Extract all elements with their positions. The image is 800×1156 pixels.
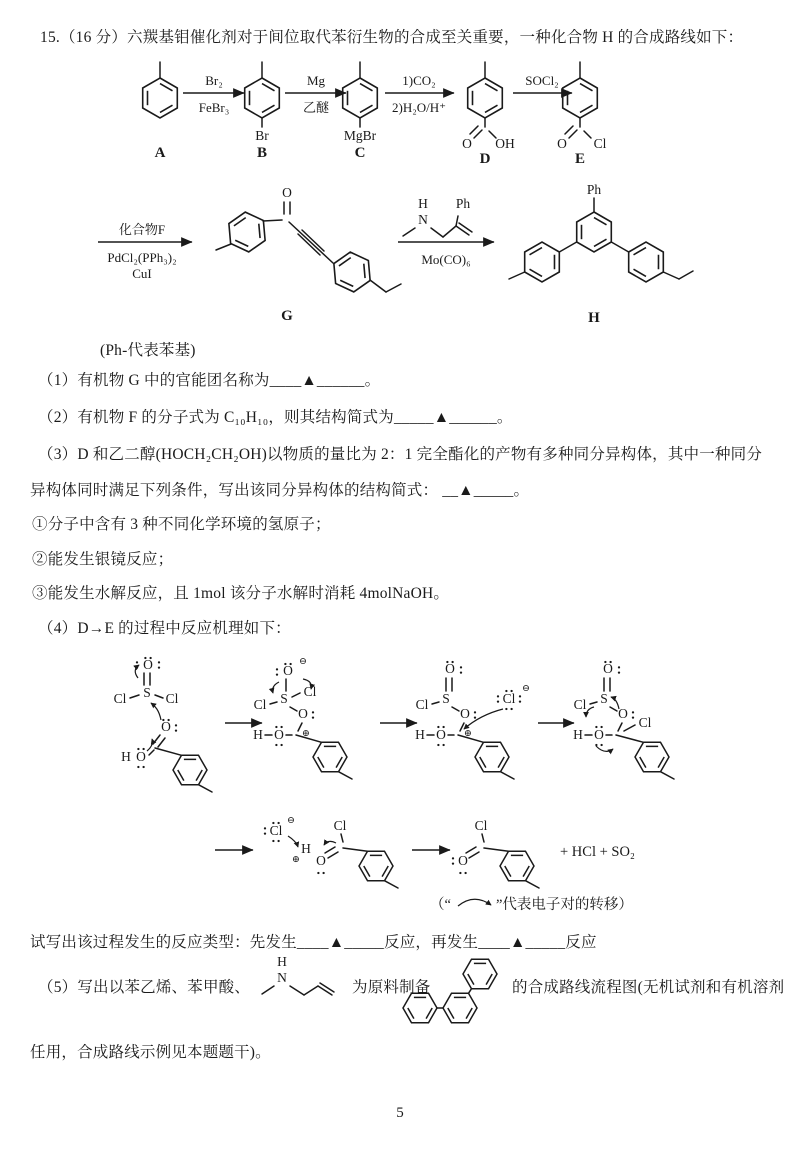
question-5-part2: 为原料制备 xyxy=(352,979,431,996)
ph-note: (Ph-代表苯基) xyxy=(100,342,196,359)
electron-arrow xyxy=(596,746,613,751)
compound-e-label: E xyxy=(574,151,586,167)
question-5-part3: 的合成路线流程图(无机试剂和有机溶剂 xyxy=(512,979,785,996)
reagent-febr3: FeBr₃ xyxy=(198,100,230,115)
compound-e-structure xyxy=(557,62,606,167)
br-atom: Br xyxy=(255,128,269,143)
plus-charge: ⊕ xyxy=(464,729,472,739)
legend-open: （“ xyxy=(430,897,451,913)
reagent-ether: 乙醚 xyxy=(302,100,330,115)
m-terphenyl-structure xyxy=(398,948,510,1032)
byproducts-text: + HCl + SO₂ xyxy=(560,844,635,860)
reagent-br2: Br₂ xyxy=(205,73,223,88)
reagent-pdcl2: PdCl₂(PPh₃)₂ xyxy=(107,250,177,265)
mgbr-group: MgBr xyxy=(343,128,377,143)
chloride-ion: Cl xyxy=(269,823,283,838)
compound-b-structure xyxy=(245,62,280,161)
minus-charge: ⊖ xyxy=(522,684,530,694)
minus-charge: ⊖ xyxy=(287,816,295,826)
o-atom: O xyxy=(282,185,292,200)
electron-arrow xyxy=(135,665,139,678)
question-4: （4）D→E 的过程中反应机理如下： xyxy=(38,620,291,637)
electron-arrow xyxy=(273,682,279,693)
electron-arrow xyxy=(151,703,161,720)
reagent-moco6: Mo(CO)₆ xyxy=(421,252,471,267)
compound-d-label: D xyxy=(479,151,491,167)
o-atom: O xyxy=(283,663,293,678)
cl-atom: Cl xyxy=(415,697,429,712)
reagent-mg: Mg xyxy=(306,73,326,88)
h-atom: H xyxy=(277,954,287,969)
mechanism-product xyxy=(452,818,635,888)
n-atom: N xyxy=(277,970,287,985)
mechanism-step-5 xyxy=(264,816,398,888)
question-stem: 15.（16 分）六羰基钼催化剂对于间位取代苯衍生物的合成至关重要，一种化合物 H 的合成路线如下： xyxy=(40,29,744,46)
ph-group: Ph xyxy=(455,196,471,211)
allylamine-structure xyxy=(252,948,352,1006)
cl-atom: Cl xyxy=(113,691,127,706)
question-5-line2: 任用，合成路线示例见本题题干)。 xyxy=(30,1044,271,1061)
page-number: 5 xyxy=(396,1105,404,1121)
compound-h-label: H xyxy=(588,310,600,326)
compound-b-label: B xyxy=(256,145,268,161)
compound-a-structure xyxy=(143,62,178,161)
electron-arrow-legend xyxy=(430,895,633,913)
o-atom: O xyxy=(603,661,613,676)
reagent-compound-f: 化合物F xyxy=(118,222,166,237)
s-atom: S xyxy=(442,691,450,706)
cl-atom: Cl xyxy=(165,691,179,706)
reagent-h2o: 2)H₂O/H⁺ xyxy=(392,100,446,115)
electron-arrow xyxy=(324,841,336,845)
o-atom: O xyxy=(136,749,146,764)
question-3-line2: 异构体同时满足下列条件，写出该同分异构体的结构简式： __▲_____。 xyxy=(30,482,530,499)
question-1: （1）有机物 G 中的官能团名称为____▲______。 xyxy=(38,372,381,389)
reagent-socl2: SOCl₂ xyxy=(525,73,559,88)
mechanism-step-2 xyxy=(253,657,352,779)
s-atom: S xyxy=(600,691,608,706)
s-atom: S xyxy=(280,691,288,706)
mechanism-step-3 xyxy=(415,661,530,779)
cl-atom: Cl xyxy=(638,715,652,730)
curved-arrow-icon xyxy=(458,899,491,906)
mechanism-step-4 xyxy=(573,661,674,779)
compound-a-label: A xyxy=(154,145,166,161)
ph-group: Ph xyxy=(586,182,602,197)
cl-atom: Cl xyxy=(474,818,488,833)
question-5-part1: （5）写出以苯乙烯、苯甲酸、 xyxy=(38,979,251,996)
plus-charge: ⊕ xyxy=(302,729,310,739)
cl-atom: Cl xyxy=(303,684,317,699)
condition-1: ①分子中含有 3 种不同化学环境的氢原子； xyxy=(32,516,331,533)
n-atom: N xyxy=(418,212,428,227)
o-atom: O xyxy=(594,727,604,742)
s-atom: S xyxy=(143,685,151,700)
condition-3: ③能发生水解反应，且 1mol 该分子水解时消耗 4molNaOH。 xyxy=(32,585,450,602)
compound-h-structure xyxy=(509,182,693,326)
cl-atom: Cl xyxy=(593,136,607,151)
electron-arrow xyxy=(147,739,152,751)
o-atom: O xyxy=(618,706,628,721)
h-atom: H xyxy=(418,196,428,211)
question-4-reaction-types: 试写出该过程发生的反应类型：先发生____▲_____反应，再发生____▲_____反应 xyxy=(30,934,597,951)
compound-c-structure xyxy=(343,62,378,161)
h-atom: H xyxy=(573,727,583,742)
h-atom: H xyxy=(301,841,311,856)
compound-d-structure xyxy=(462,62,515,167)
o-atom: O xyxy=(161,719,171,734)
reagent-co2: 1)CO₂ xyxy=(402,73,436,88)
chloride-ion: Cl xyxy=(502,691,516,706)
reagent-cui: CuI xyxy=(132,266,152,281)
o-atom: O xyxy=(462,136,472,151)
compound-g-structure xyxy=(216,185,401,324)
electron-arrow xyxy=(288,836,298,847)
h-atom: H xyxy=(415,727,425,742)
oh-group: OH xyxy=(495,136,515,151)
h-atom: H xyxy=(121,749,131,764)
minus-charge: ⊖ xyxy=(299,657,307,667)
o-atom: O xyxy=(274,727,284,742)
h-atom: H xyxy=(253,727,263,742)
mechanism-diagram xyxy=(60,645,800,917)
compound-c-label: C xyxy=(354,145,366,161)
o-atom: O xyxy=(557,136,567,151)
legend-text: ”代表电子对的转移） xyxy=(496,897,633,913)
o-atom: O xyxy=(445,661,455,676)
question-3-line1: （3）D 和乙二醇(HOCH₂CH₂OH)以物质的量比为 2：1 完全酯化的产物有多种同分异构体，其中一种同分 xyxy=(38,446,763,463)
compound-g-label: G xyxy=(281,308,293,324)
synthesis-scheme-row1 xyxy=(130,53,690,171)
o-atom: O xyxy=(298,706,308,721)
cl-atom: Cl xyxy=(253,697,267,712)
plus-charge: ⊕ xyxy=(292,855,300,865)
condition-2: ②能发生银镜反应； xyxy=(32,551,174,568)
cl-atom: Cl xyxy=(333,818,347,833)
synthesis-scheme-row2 xyxy=(90,180,710,330)
cl-atom: Cl xyxy=(573,697,587,712)
o-atom: O xyxy=(436,727,446,742)
mechanism-step-1 xyxy=(114,657,212,792)
amine-reagent-structure xyxy=(403,196,472,237)
o-atom: O xyxy=(143,657,153,672)
question-2: （2）有机物 F 的分子式为 C₁₀H₁₀，则其结构简式为_____▲______。 xyxy=(38,409,513,426)
o-atom: O xyxy=(316,853,326,868)
o-atom: O xyxy=(460,706,470,721)
electron-arrow xyxy=(586,707,594,717)
o-atom: O xyxy=(458,853,468,868)
